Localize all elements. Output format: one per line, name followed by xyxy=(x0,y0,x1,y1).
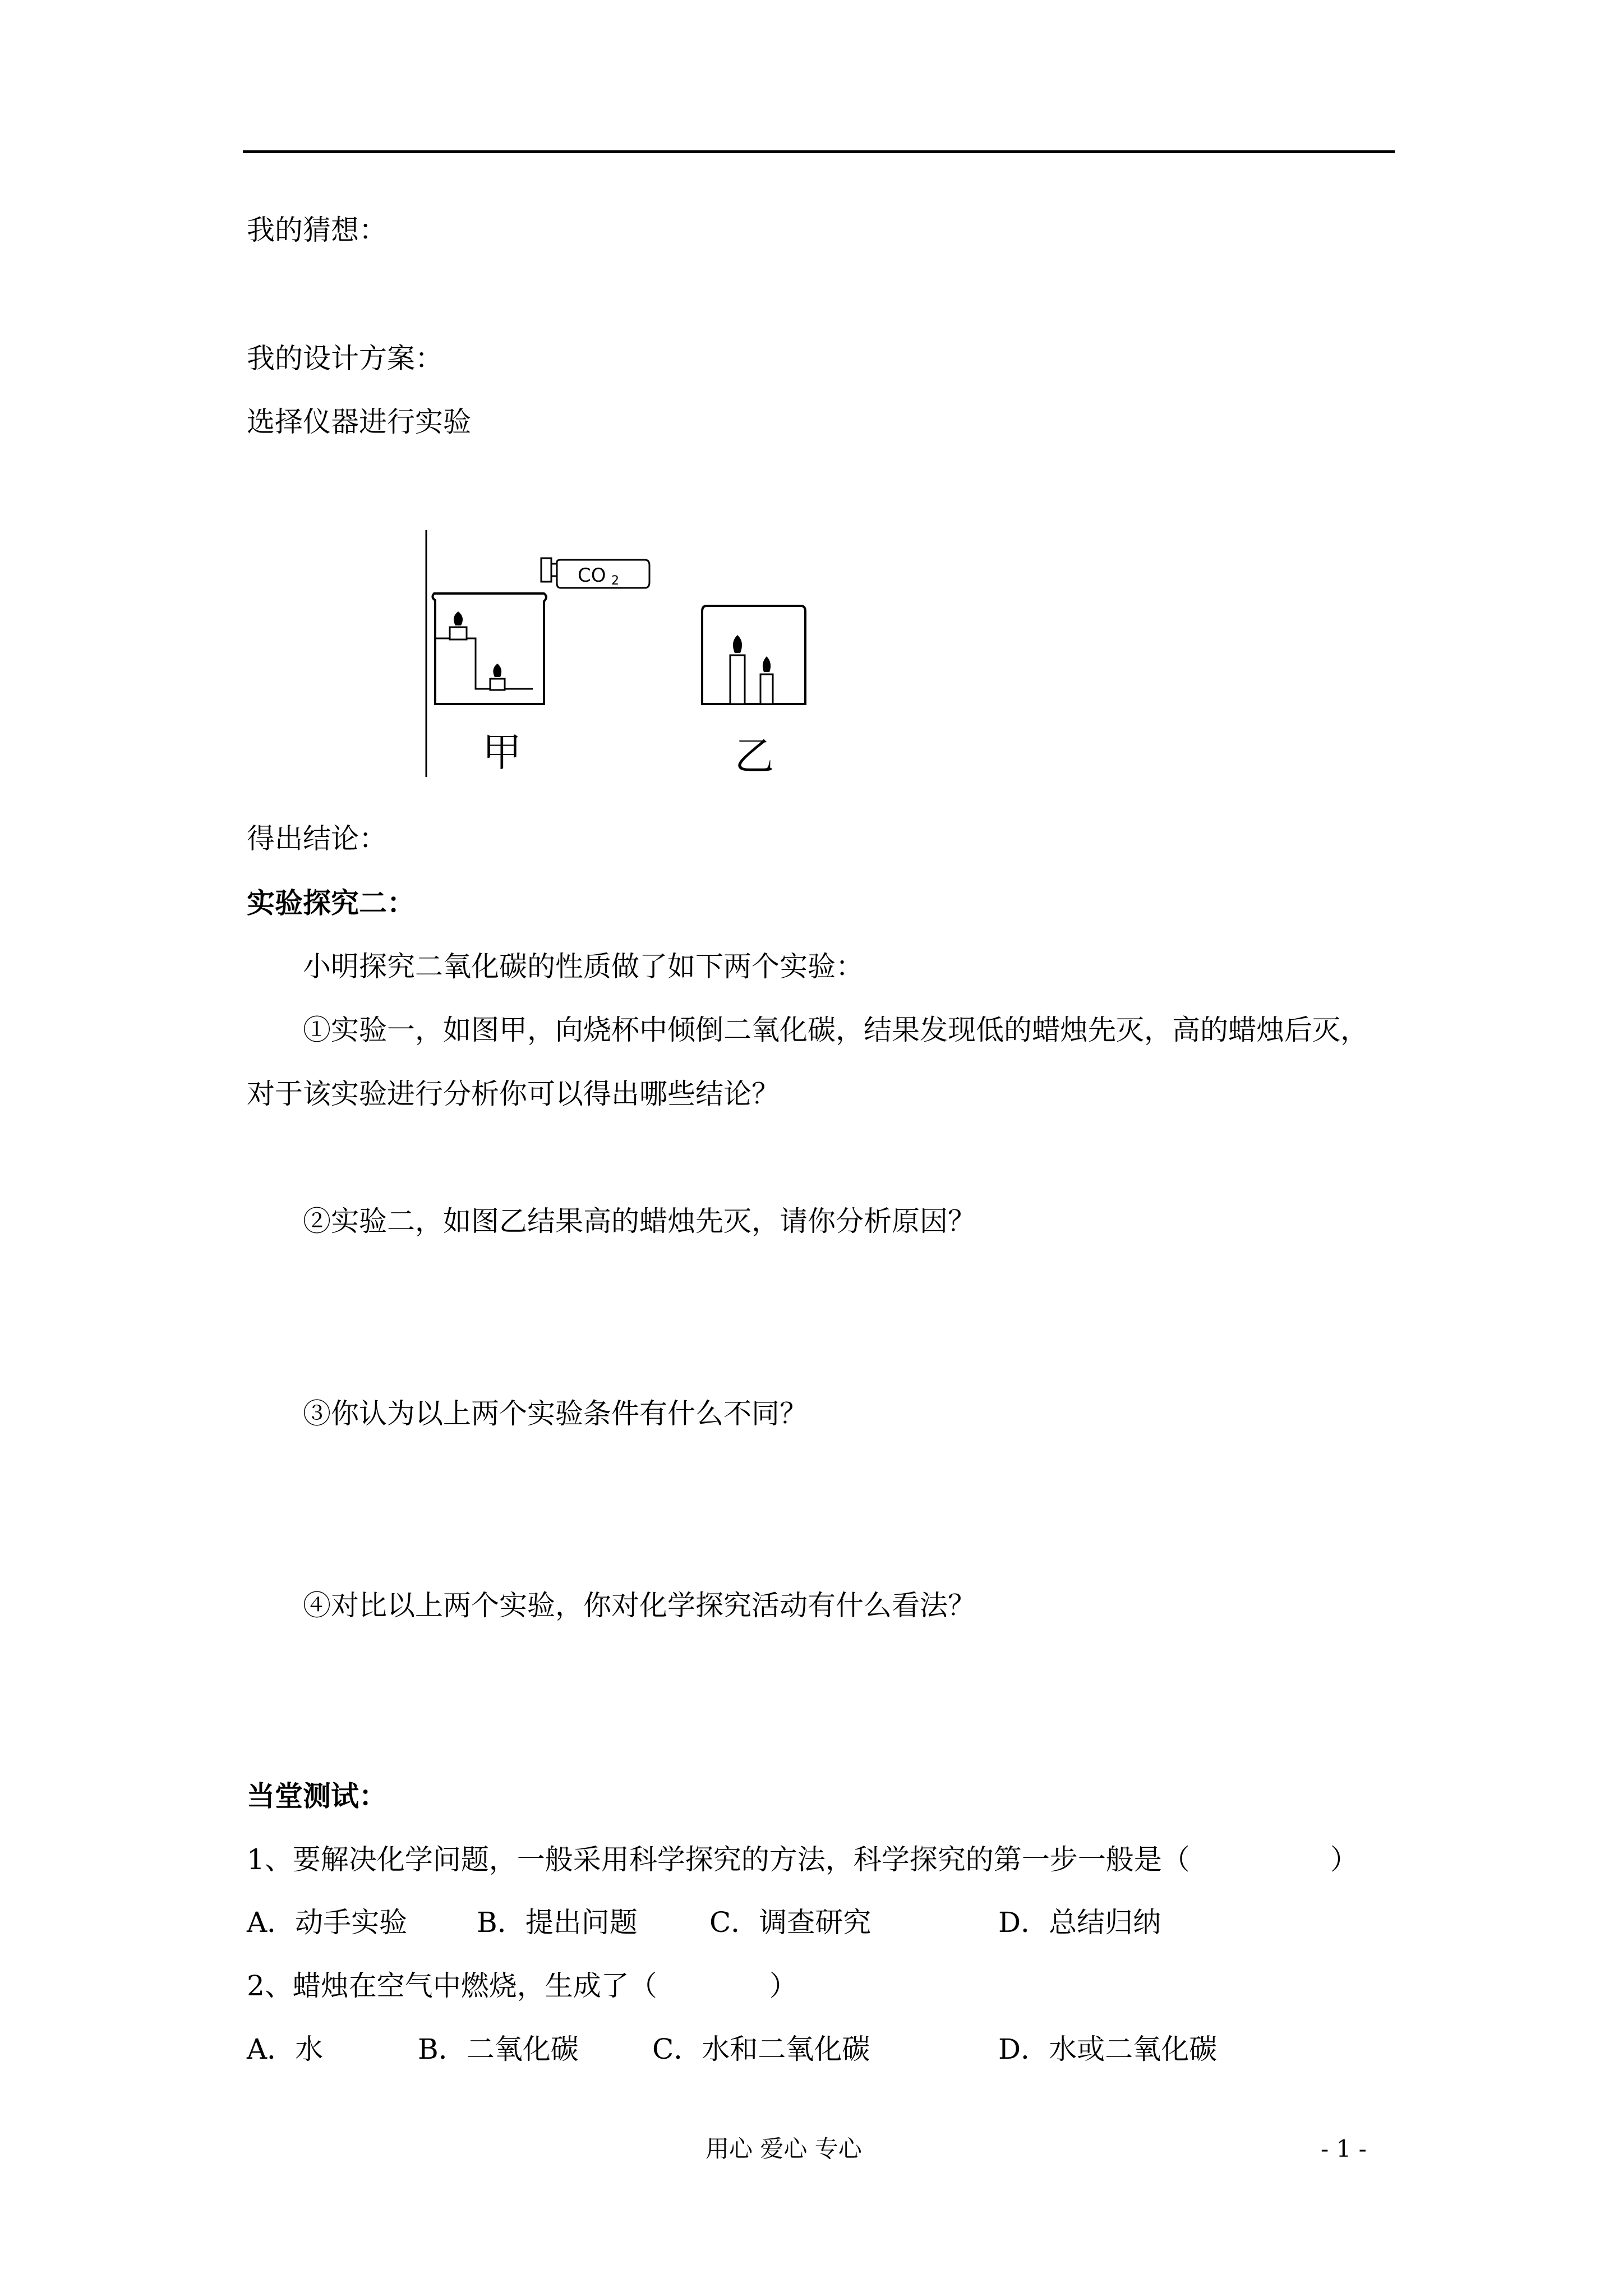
candle-experiment-figure xyxy=(415,527,841,785)
label-yi: 乙 xyxy=(735,733,774,779)
page-number: - 1 - xyxy=(1321,2135,1367,2162)
short-candle-yi xyxy=(760,674,773,704)
footer-motto: 用心 爱心 专心 xyxy=(706,2135,862,2162)
q2-option-c: C．水和二氧化碳 xyxy=(652,2033,870,2065)
section2-title: 实验探究二： xyxy=(247,886,415,919)
co2-subscript: 2 xyxy=(611,574,619,588)
test-question-2-stem: 2、蜡烛在空气中燃烧，生成了（ ） xyxy=(247,1970,797,2002)
short-candle-jia xyxy=(490,679,505,690)
q2-option-d: D．水或二氧化碳 xyxy=(998,2033,1218,2065)
q1-option-d: D．总结归纳 xyxy=(998,1906,1161,1939)
choose-instruments-line: 选择仪器进行实验 xyxy=(247,406,471,438)
beaker-jia xyxy=(432,593,546,704)
guess-label: 我的猜想： xyxy=(247,214,387,246)
test-question-1-stem: 1、要解决化学问题，一般采用科学探究的方法，科学探究的第一步一般是（ ） xyxy=(247,1843,1358,1876)
question1-line1: ①实验一，如图甲，向烧杯中倾倒二氧化碳，结果发现低的蜡烛先灭，高的蜡烛后灭， xyxy=(303,1014,1368,1046)
q1-option-c: C．调查研究 xyxy=(709,1906,872,1939)
q2-option-b: B．二氧化碳 xyxy=(418,2033,579,2065)
design-label: 我的设计方案： xyxy=(247,342,443,375)
question2: ②实验二，如图乙结果高的蜡烛先灭，请你分析原因？ xyxy=(303,1205,976,1237)
q2-option-a: A．水 xyxy=(247,2033,324,2065)
tall-candle-jia xyxy=(450,627,467,639)
test-title: 当堂测试： xyxy=(247,1779,387,1812)
question3: ③你认为以上两个实验条件有什么不同？ xyxy=(303,1397,808,1430)
question1-line2: 对于该实验进行分析你可以得出哪些结论？ xyxy=(247,1078,780,1110)
conclusion-label: 得出结论： xyxy=(247,822,387,855)
co2-bottle xyxy=(541,558,649,588)
q1-option-b: B．提出问题 xyxy=(477,1906,638,1939)
tall-candle-yi xyxy=(730,655,745,704)
label-jia: 甲 xyxy=(482,729,522,775)
beaker-yi xyxy=(702,606,805,704)
q1-option-a: A．动手实验 xyxy=(247,1906,408,1939)
question4: ④对比以上两个实验，你对化学探究活动有什么看法？ xyxy=(303,1589,976,1622)
co2-label: CO xyxy=(578,564,606,587)
header-rule xyxy=(243,150,1395,153)
intro-line: 小明探究二氧化碳的性质做了如下两个实验： xyxy=(303,950,864,983)
